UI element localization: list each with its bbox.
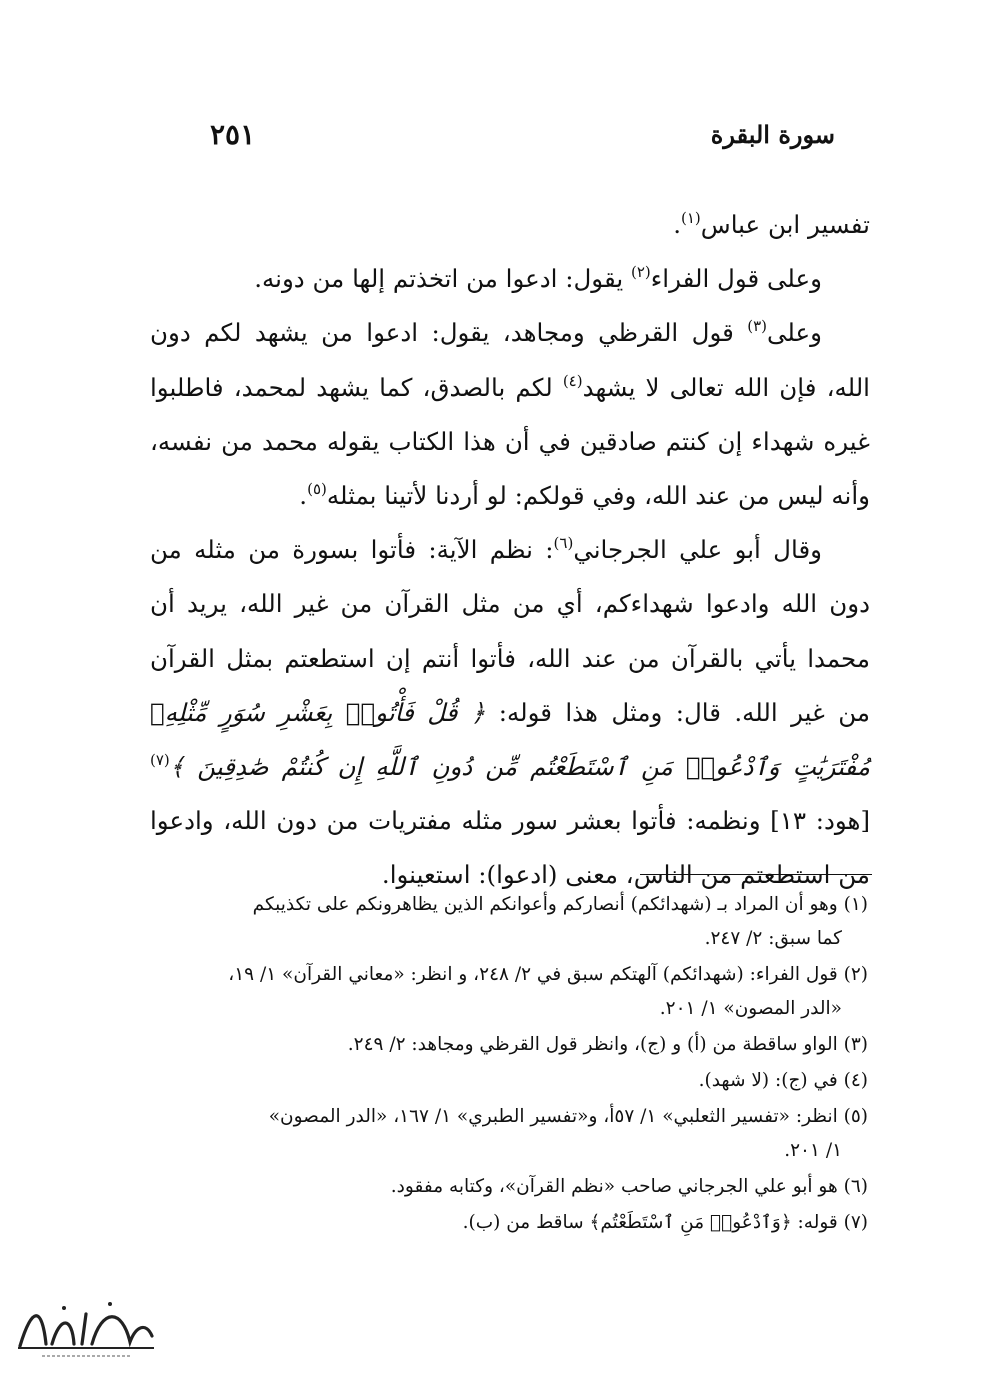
footnote-ref-2[interactable]: (٢) [630,263,651,282]
paragraph-4: وقال أبو علي الجرجاني$^{(٦)}$: نظم الآية: فأتوا بسورة من مثله من دون الله وادعوا شهداءكم، أي من مثل القرآن من غير الله، يريد أن محمدا يأتي بالقرآن من عند الله، فأتوا أنتم إن استطعتم بمثل القرآن من غير الله. قال: ومثل هذا قوله: ﴿ قُلْ فَأْتُوا۟ بِعَشْرِ سُوَرٍ مِّثْلِهِۦ مُفْتَرَيَٰتٍ وَٱدْعُوا۟ مَنِ ٱسْتَطَعْتُم مِّن دُونِ ٱللَّهِ إِن كُنتُمْ صَٰدِقِينَ ﴾$^{(٧)}$ [هود: ١٣] ونظمه: فأتوا بعشر سور مثله مفتريات من دون الله، وادعوا من استطعتم من الناس، معنى (ادعوا): استعينوا. [150,534,871,890]
main-text [150,198,870,903]
paragraph-2: وعلى قول الفراء$^{(٢)}$ يقول: ادعوا من اتخذتم إلها من دونه. [254,263,822,294]
footnote-4: (٤) في (ج): (لا شهد). [698,1070,868,1091]
footnote-6: (٦) هو أبو علي الجرجاني صاحب «نظم القرآن»، وكتابه مفقود. [390,1176,868,1197]
footnote-ref-4[interactable]: (٤) [562,371,583,390]
footnote-ref-1[interactable]: (١) [681,209,701,227]
footnote-ref-3[interactable]: (٣) [747,317,768,336]
footnote-7: (٧) قوله: ﴿وَٱدْعُوا۟ مَنِ ٱسْتَطَعْتُم﴾ ساقط من (ب). [462,1212,868,1233]
paragraph-3: وعلى$^{(٣)}$ قول القرظي ومجاهد، يقول: ادعوا من يشهد لكم دون الله، فإن الله تعالى لا يشهد$^{(٤)}$ لكم بالصدق، كما يشهد لمحمد، فاطلبوا غيره شهداء إن كنتم صادقين في أن هذا الكتاب يقوله محمد من نفسه، وأنه ليس من عند الله، وفي قولكم: لو أردنا لأتينا بمثله$^{(٥)}$. [150,317,870,511]
footnote-ref-5[interactable]: (٥) [307,480,327,499]
footnote-3: (٣) الواو ساقطة من (أ) و (ج)، وانظر قول القرظي ومجاهد: ٢/ ٢٤٩. [347,1034,868,1055]
quran-verse: ﴿ قُلْ فَأْتُوا۟ بِعَشْرِ سُوَرٍ مِّثْلِهِۦ مُفْتَرَيَٰتٍ وَٱدْعُوا۟ مَنِ ٱسْتَطَعْتُم مِّن دُونِ ٱللَّهِ إِن كُنتُمْ صَٰدِقِينَ ﴾ [150,697,870,782]
footnote-separator [640,874,872,875]
page-header-title: سورة البقرة [710,120,835,149]
footnote-ref-6[interactable]: (٦) [553,534,574,553]
footnote-1: (١) وهو أن المراد بـ (شهدائكم) أنصاركم وأعوانكم الذين يظاهرونكم على تكذيبكم كما سبق: ٢/ ٢٤٧. [252,894,868,949]
footnote-5: (٥) انظر: «تفسير الثعلبي» ١/ ٥٧أ، و«تفسير الطبري» ١/ ١٦٧، «الدر المصون» ١/ ٢٠١. [268,1106,868,1161]
footnote-ref-7[interactable]: (٧) [150,751,170,770]
paragraph-1: تفسير ابن عباس$^{(١)}$. [673,209,870,239]
footnotes [150,888,872,1242]
footnote-2: (٢) قول الفراء: (شهدائكم) آلهتكم سبق في ٢/ ٢٤٨، و انظر: «معاني القرآن» ١/ ١٩، «الدر المصون» ١/ ٢٠١. [228,964,868,1019]
watermark-logo [12,1296,157,1368]
page-number: ٢٥١ [210,118,256,151]
